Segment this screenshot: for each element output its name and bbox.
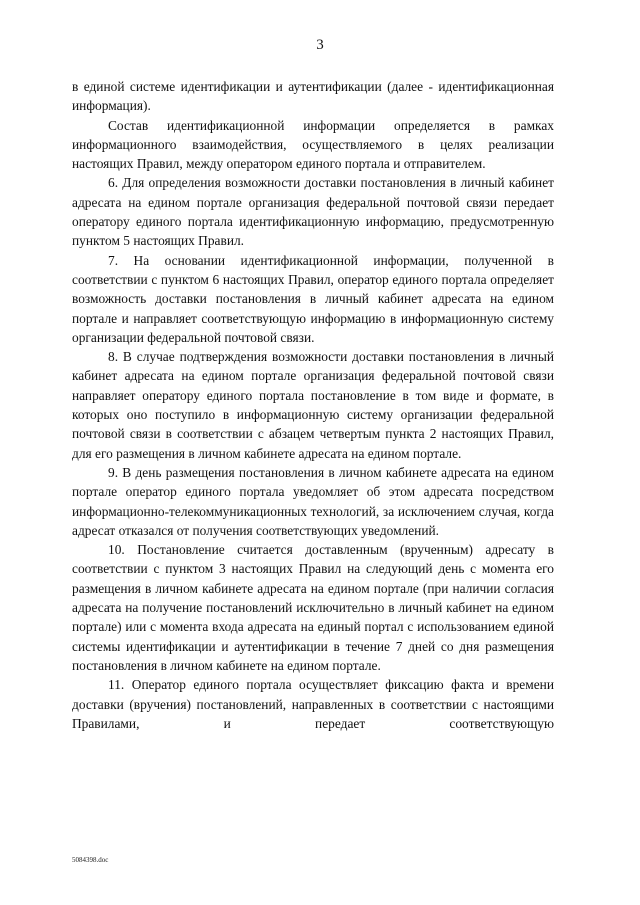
paragraph-item-8: 8. В случае подтверждения возможности доставки постановления в личный кабинет адресата на едином портале организация федеральной почтовой связи направляет оператору единого портала постановление в том виде и формате, в которых оно поступило в информационную систему организации федеральной почтовой связи в соответствии с абзацем четвертым пункта 2 настоящих Правил, для его размещения в личном кабинете адресата на едином портале. (72, 349, 554, 461)
paragraph-item-6: 6. Для определения возможности доставки постановления в личный кабинет адресата на едином портале организация федеральной почтовой связи передает оператору единого портала идентификационную информацию, предусмотренную пунктом 5 настоящих Правил. (72, 175, 554, 249)
paragraph-item-9: 9. В день размещения постановления в личном кабинете адресата на едином портале оператор единого портала уведомляет об этом адресата посредством информационно-телекоммуникационных технологий, за исключением случая, когда адресат отказался от получения соответствующих уведомлений. (72, 464, 554, 538)
paragraph-item-10: 10. Постановление считается доставленным (врученным) адресату в соответствии с пунктом 3 настоящих Правил на следующий день с момента его размещения в личном кабинете адресата на едином портале (при наличии согласия адресата на получение постановлений исключительно в личный кабинет на едином портале) или с момента входа адресата на единый портал с использованием единой системы идентификации и аутентификации в течение 7 дней со дня размещения постановления в личном кабинете на едином портале. (72, 542, 554, 673)
paragraph-item-11: 11. Оператор единого портала осуществляет фиксацию факта и времени доставки (вручения) постановлений, направленных в соответствии с настоящими Правилами, и передает соответствующую (72, 677, 554, 731)
document-filename: 5084398.doc (72, 856, 109, 864)
document-body (72, 77, 554, 733)
paragraph-identification-composition: Состав идентификационной информации определяется в рамках информационного взаимодействия, осуществляемого в целях реализации настоящих Правил, между оператором единого портала и отправителем. (72, 117, 554, 172)
page-number: 3 (316, 37, 324, 53)
paragraph-item-7: 7. На основании идентификационной информации, полученной в соответствии с пунктом 6 настоящих Правил, оператор единого портала определяет возможность доставки постановления в личный кабинет адресата на едином портале и направляет соответствующую информацию в информационную систему организации федеральной почтовой связи. (72, 252, 554, 345)
paragraph-continuation: в единой системе идентификации и аутентификации (далее - идентификационная информация). (72, 79, 554, 114)
